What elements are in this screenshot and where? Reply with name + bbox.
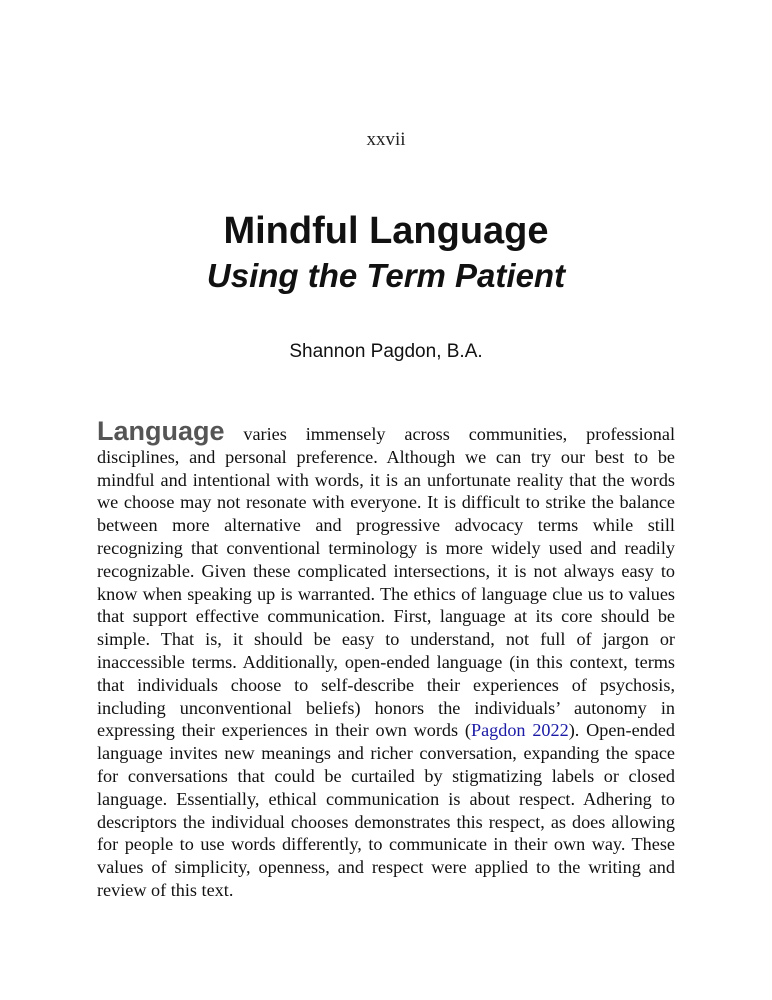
author-name: Shannon Pagdon, B.A. bbox=[289, 341, 483, 362]
paragraph-text-part-1: varies immensely across communities, professional disciplines, and personal preference. Although we can try our best to be mindful and intentional with words, it is an unfortunate reality that the words we choose may not resonate with everyone. It is difficult to strike the balance between more alternative and progressive advocacy terms while still recognizing that conventional terminology is more widely used and readily recognizable. Given these complicated intersections, it is not always easy to know when speaking up is warranted. The ethics of language clue us to values that support effective communication. First, language at its core should be simple. That is, it should be easy to understand, not full of jargon or inaccessible terms. Additionally, open-ended language (in this context, terms that individuals choose to self-describe their experiences of psychosis, including unconventional beliefs) honors the individuals’ autonomy in expressing their experiences in their own words ( bbox=[97, 424, 675, 741]
lead-word: Language bbox=[97, 416, 225, 446]
page-number: xxvii bbox=[366, 129, 406, 150]
paragraph-text-part-2: ). Open-ended language invites new meanings and richer conversation, expanding the space for conversations that could be curtailed by stigmatizing labels or closed language. Essentially, ethical communication is about respect. Adhering to descriptors the individual chooses demonstrates this respect, as does allowing for people to use words differently, to communicate in their own way. These values of simplicity, openness, and respect were applied to the writing and review of this text. bbox=[97, 720, 675, 900]
citation-link[interactable]: Pagdon 2022 bbox=[470, 720, 569, 741]
chapter-subtitle: Using the Term Patient bbox=[206, 257, 566, 294]
body-paragraph bbox=[97, 416, 675, 902]
chapter-title: Mindful Language bbox=[223, 210, 549, 252]
